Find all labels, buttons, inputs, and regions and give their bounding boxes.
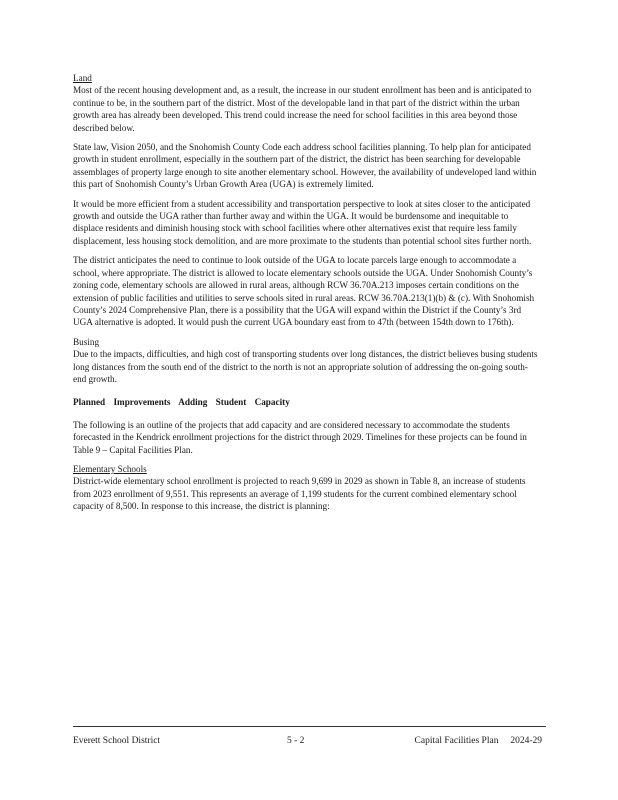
land-paragraph-1: Most of the recent housing development and, as a result, the increase in our student enrollment has been and is anticipated to continue to be, in the southern part of the district. Most of the developable land in that part of the district within the urban growth area has already been developed. This trend could increase the need for school facilities in this area beyond those described below. [73, 85, 532, 133]
heading-land: Land [73, 73, 92, 83]
planned-paragraph: The following is an outline of the projects that add capacity and are considered necessary to accommodate the students forecasted in the Kendrick enrollment projections for the district through 2029. Timelines for these projects can be found in Table 9 – Capital Facilities Plan. [73, 419, 527, 455]
footer-district-name: Everett School District [73, 736, 161, 746]
heading-elementary-schools: Elementary Schools [73, 463, 147, 474]
busing-paragraph: Due to the impacts, difficulties, and high cost of transporting students over long distances, the district believes busing students long distances from the south end of the district to the north is not an appropriate solution of addressing the on-going south-end growth. [73, 349, 538, 384]
land-paragraph-3: It would be more efficient from a student accessibility and transportation perspective to look at sites closer to the anticipated growth and outside the UGA rather than further away and within the UGA. It would be burdensome and inequitable to displace residents and diminish housing stock with school facilities where other alternatives exist that require less family displacement, less housing stock demolition, and are more proximate to the students than potential school sites further north. [73, 198, 532, 246]
footer-page-number: 5 - 2 [287, 736, 305, 746]
heading-planned-improvements: Planned Improvements Adding Student Capacity [73, 397, 290, 408]
elementary-paragraph: District-wide elementary school enrollment is projected to reach 9,699 in 2029 as shown in Table 8, an increase of students from 2023 enrollment of 9,551. This represents an average of 1,199 students for the current combined elementary school capacity of 8,500. In response to this increase, the district is planning: [73, 476, 526, 512]
footer-divider [73, 726, 546, 727]
land-paragraph-4: The district anticipates the need to continue to look outside of the UGA to locate parcels large enough to accommodate a school, where appropriate. The district is allowed to locate elementary schools outside the UGA. Under Snohomish County’s zoning code, elementary schools are allowed in rural areas, although RCW 36.70A.213 imposes certain conditions on the extension of public facilities and utilities to serve schools sited in rural areas. RCW 36.70A.213(1)(b) & (c). With Snohomish County’s 2024 Comprehensive Plan, there is a possibility that the UGA will expand within the District if the County’s 3rd UGA alternative is adopted. It would push the current UGA boundary east from to 47th (between 154th down to 176th). [73, 255, 535, 328]
page-body [73, 72, 538, 520]
heading-busing: Busing [73, 336, 100, 347]
footer-document-title: Capital Facilities Plan 2024-29 [414, 736, 542, 746]
land-paragraph-2: State law, Vision 2050, and the Snohomish County Code each address school facilities planning. To help plan for anticipated growth in student enrollment, especially in the southern part of the district, the district has been searching for developable assemblages of property large enough to site another elementary school. However, the availability of undeveloped land within this part of Snohomish County’s Urban Growth Area (UGA) is extremely limited. [73, 142, 537, 190]
